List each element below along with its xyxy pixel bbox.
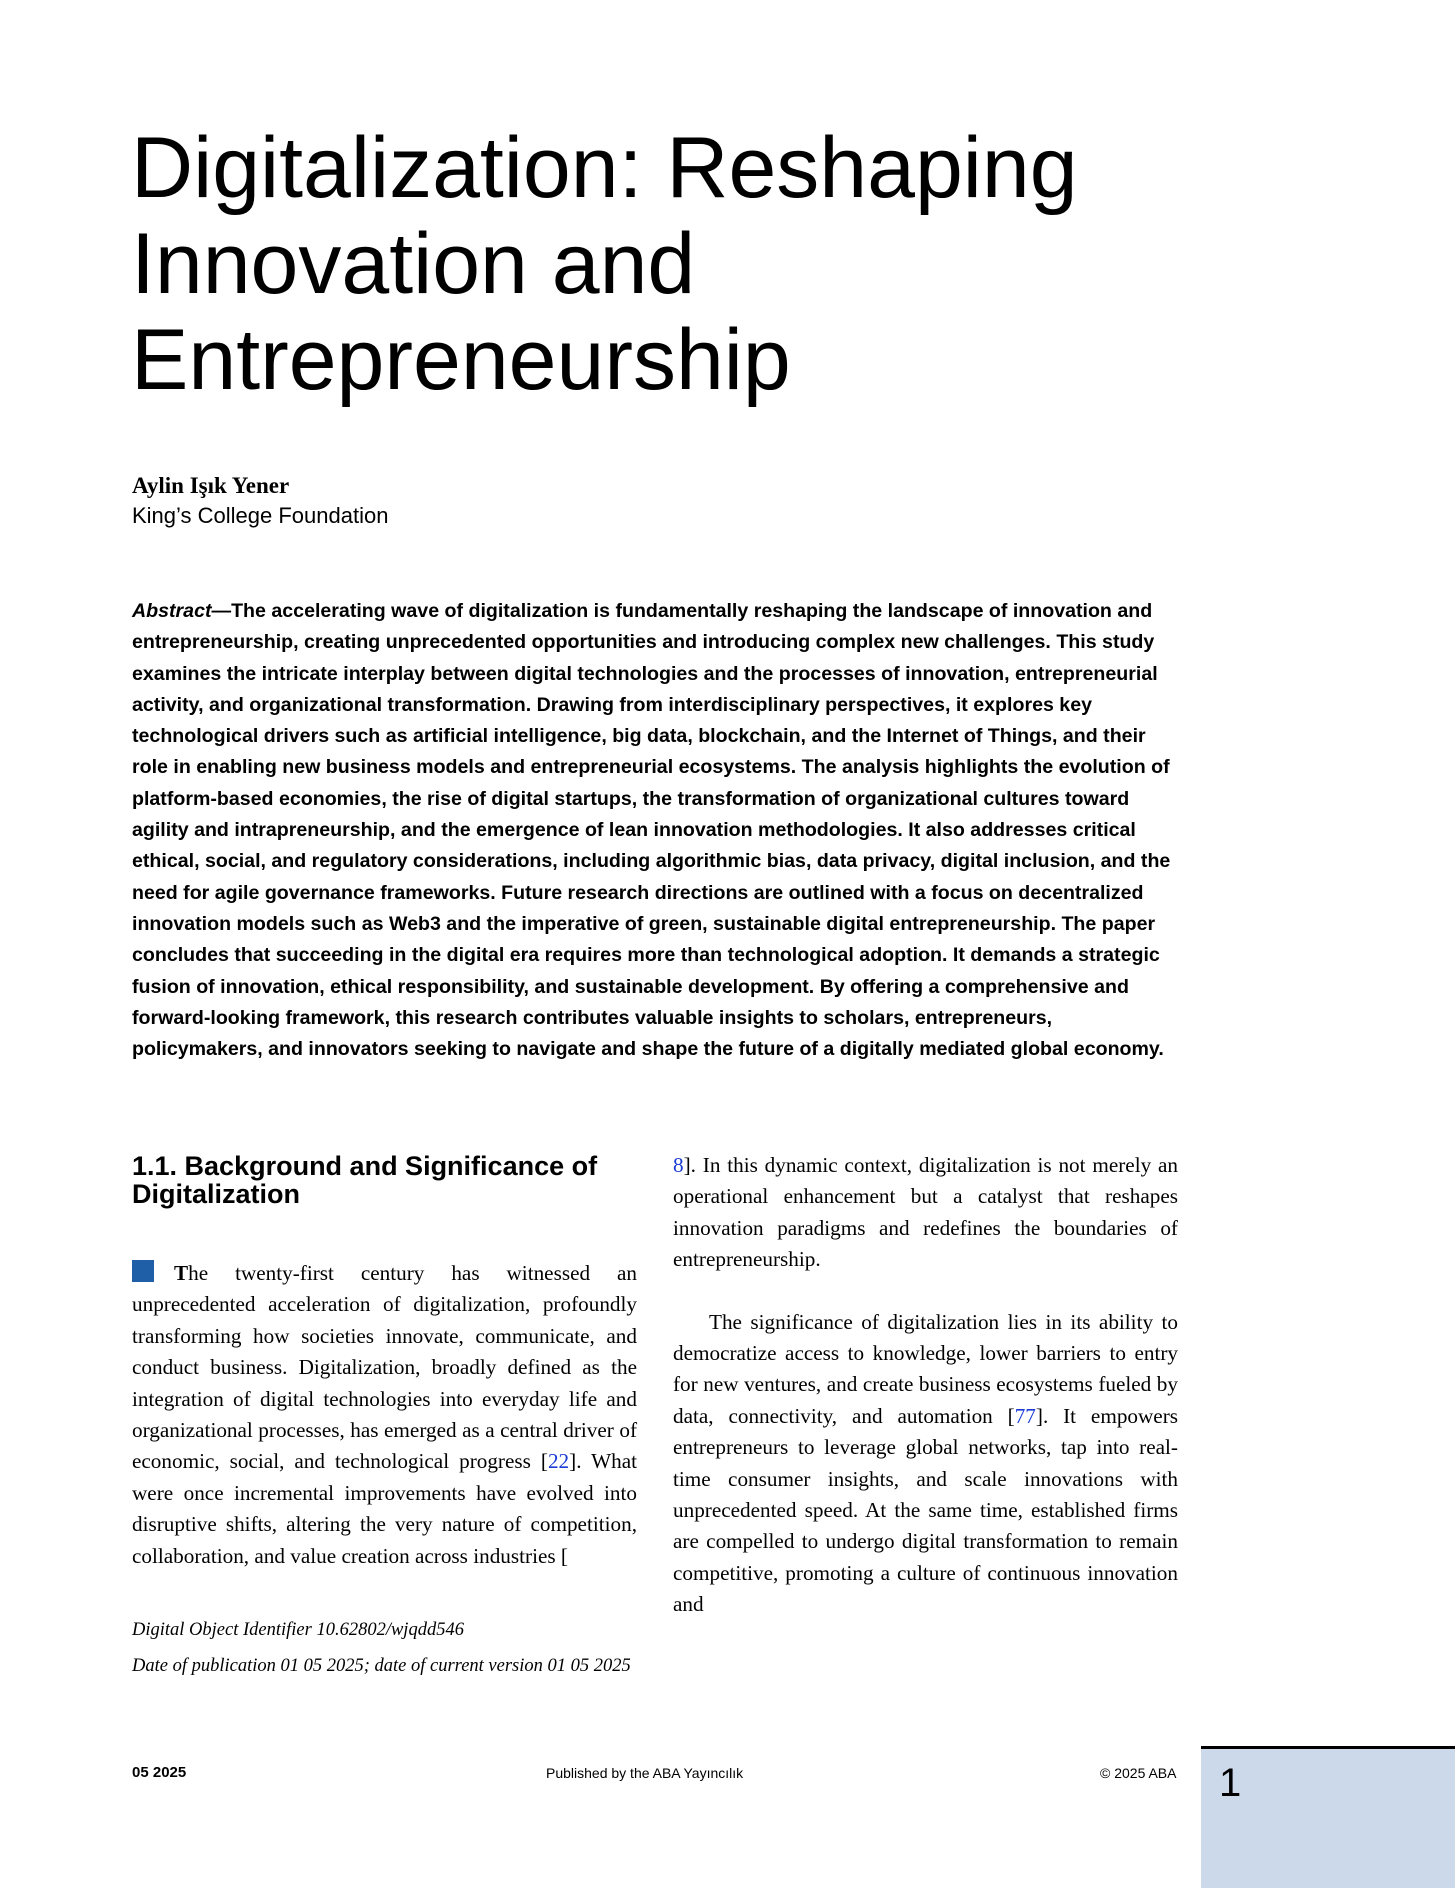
footer-date: 05 2025 bbox=[132, 1764, 187, 1781]
abstract-label: Abstract bbox=[132, 600, 212, 622]
paragraph-1-continued bbox=[673, 1150, 1178, 1276]
author-affiliation: King’s College Foundation bbox=[132, 503, 389, 528]
paper-title: Digitalization: Reshaping Innovation and Entrepreneurship bbox=[131, 120, 1078, 408]
paragraph-2-text: ]. It empowers entrepreneurs to leverage global networks, tap into real-time consumer insights, and scale innovations with unprecedented speed. At the same time, established firms are compelled to undergo digital transformation to remain competitive, promoting a culture of continuous innovation and bbox=[673, 1403, 1179, 1617]
paragraph-2 bbox=[673, 1307, 1178, 1621]
section-heading: 1.1. Background and Significance of Digitalization bbox=[132, 1151, 598, 1209]
publication-dates: Date of publication 01 05 2025; date of current version 01 05 2025 bbox=[132, 1656, 631, 1677]
citation-link[interactable]: 22 bbox=[547, 1449, 570, 1474]
paragraph-1-text: ]. In this dynamic context, digitalization is not merely an operational enhancement but a catalyst that reshapes innovation paradigms and redefines the boundaries of entrepreneurship. bbox=[673, 1153, 1178, 1272]
citation-link[interactable]: 8 bbox=[673, 1153, 684, 1177]
abstract-text: The accelerating wave of digitalization is fundamentally reshaping the landscape of innovation and entrepreneurship, creating unprecedented opportunities and introducing complex new challenges. This study examines the intricate interplay between digital technologies and the processes of innovation, entrepreneurial activity, and organizational transformation. Drawing from interdisciplinary perspectives, it explores key technological drivers such as artificial intelligence, big data, blockchain, and the Internet of Things, and their role in enabling new business models and entrepreneurial ecosystems. The analysis highlights the evolution of platform-based economies, the rise of digital startups, the transformation of organizational cultures toward agility and intrapreneurship, and the emergence of lean innovation methodologies. It also addresses critical ethical, social, and regulatory considerations, including algorithmic bias, data privacy, digital inclusion, and the need for agile governance frameworks. Future research directions are outlined with a focus on decentralized innovation models such as Web3 and the imperative of green, sustainable digital entrepreneurship. The paper concludes that succeeding in the digital era requires more than technological adoption. It demands a strategic fusion of innovation, ethical responsibility, and sustainable development. By offering a comprehensive and forward-looking framework, this research contributes valuable insights to scholars, entrepreneurs, policymakers, and innovators seeking to navigate and shape the future of a digitally mediated global economy. bbox=[132, 600, 1171, 1061]
footer-copyright: © 2025 ABA bbox=[1100, 1765, 1177, 1781]
abstract bbox=[132, 596, 1182, 1065]
paragraph-1-text: he twenty-first century has witnessed an unprecedented acceleration of digitalization, profoundly transforming how societies innovate, communicate, and conduct business. Digitalization, broadly defined as the integration of digital technologies into everyday life and organizational processes, has emerged as a central driver of economic, social, and technological progress [ bbox=[132, 1261, 637, 1474]
page-number: 1 bbox=[1219, 1761, 1242, 1805]
paragraph-gap bbox=[673, 1276, 1178, 1307]
left-column bbox=[132, 1152, 637, 1684]
paragraph-2-text: The significance of digitalization lies in its ability to democratize access to knowledge, lower barriers to entry for new ventures, and create business ecosystems fueled by data, connectivity, and automation [ bbox=[673, 1309, 1178, 1428]
footer-publisher: Published by the ABA Yayıncılık bbox=[546, 1765, 744, 1781]
dropcap-square-icon bbox=[132, 1260, 154, 1282]
abstract-dash: — bbox=[211, 600, 232, 622]
right-column bbox=[673, 1150, 1178, 1621]
doi-line: Digital Object Identifier 10.62802/wjqdd546 bbox=[132, 1620, 464, 1641]
paragraph-1-start bbox=[132, 1258, 637, 1572]
citation-link[interactable]: 77 bbox=[1014, 1403, 1036, 1428]
publication-metadata bbox=[132, 1612, 637, 1684]
page-number-box bbox=[1201, 1746, 1455, 1888]
dropcap-letter: T bbox=[174, 1261, 189, 1285]
paragraph-1-text: ]. What were once incremental improvements have evolved into disruptive shifts, altering the very nature of competition, collaboration, and value creation across industries [ bbox=[132, 1449, 637, 1568]
author-name: Aylin Işık Yener bbox=[132, 473, 290, 498]
